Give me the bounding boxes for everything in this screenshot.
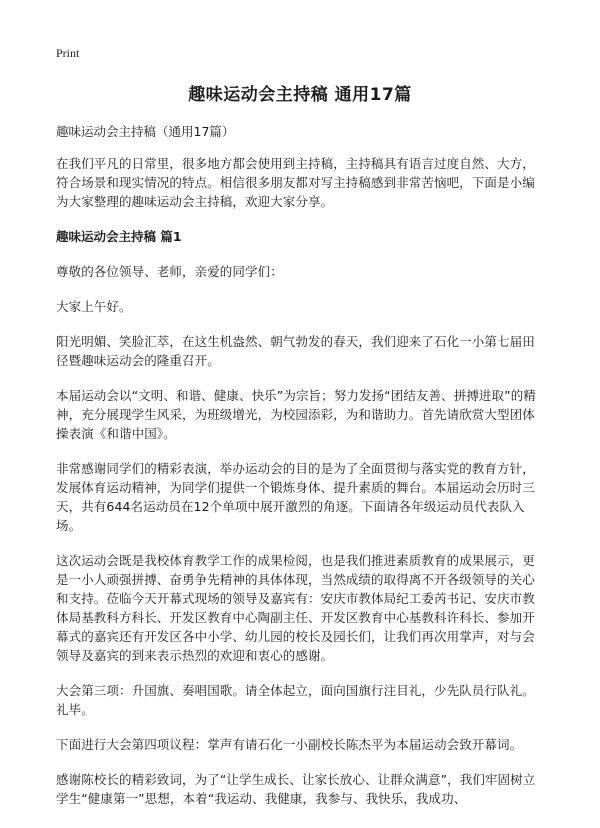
paragraph-greeting: 尊敬的各位领导、老师，亲爱的同学们： xyxy=(56,264,283,279)
paragraph-guests: 这次运动会既是我校体育教学工作的成果检阅，也是我们推进素质教育的成果展示，更是一小人顽强拼搏、奋勇争先精神的具体体现，当然成绩的取得离不开各级领导的关心和支持。莅临今天开幕式现场的领导及嘉宾有：安庆市教体局纪工委芮书记、安庆市教体局基教科方科长、开发区教育中心陶副主任、开发区教育中心基教科许科长、参加开幕式的嘉宾还有开发区各中小学、幼儿园的校长及园长们，让我们再次用掌声，对与会领导及嘉宾的到来表示热烈的欢迎和衷心的感谢。 xyxy=(56,553,535,663)
document-subtitle: 趣味运动会主持稿（通用17篇） xyxy=(56,124,235,139)
paragraph-flag-ceremony: 大会第三项：升国旗、奏唱国歌。请全体起立，面向国旗行注目礼，少先队员行队礼。礼毕。 xyxy=(56,683,535,717)
paragraph-thanks: 感谢陈校长的精彩致词，为了“让学生成长、让家长放心、让群众满意”，我们牢固树立学生“健康第一”思想，本着“我运动、我健康，我参与、我快乐，我成功、 xyxy=(56,772,536,806)
paragraph-opening: 阳光明媚、笑脸汇萃，在这生机盎然、朝气勃发的春天，我们迎来了石化一小第七届田径暨趣味运动会的隆重召开。 xyxy=(56,334,535,368)
paragraph-good-morning: 大家上午好。 xyxy=(56,299,132,314)
intro-paragraph: 在我们平凡的日常里，很多地方都会使用到主持稿，主持稿具有语言过度自然、大方，符合场景和现实情况的特点。相信很多朋友都对写主持稿感到非常苦恼吧，下面是小编为大家整理的趣味运动会主持稿，欢迎大家分享。 xyxy=(56,156,535,209)
section-heading: 趣味运动会主持稿 篇1 xyxy=(56,229,182,244)
page-title: 趣味运动会主持稿 通用17篇 xyxy=(188,85,412,105)
paragraph-purpose: 非常感谢同学们的精彩表演，举办运动会的目的是为了全面贯彻与落实党的教育方针，发展体育运动精神，为同学们提供一个锻炼身体、提升素质的舞台。本届运动会历时三天，共有644名运动员在12个单项中展开激烈的角逐。下面请各年级运动员代表队入场。 xyxy=(56,461,535,533)
paragraph-theme: 本届运动会以“文明、和谐、健康、快乐”为宗旨；努力发扬“团结友善、拼搏进取”的精神，充分展现学生风采，为班级增光，为校园添彩，为和谐助力。首先请欣赏大型团体操表演《和谐中国》。 xyxy=(56,388,536,441)
print-link[interactable]: Print xyxy=(56,46,80,60)
document-body xyxy=(56,122,546,824)
paragraph-opening-speech: 下面进行大会第四项议程：掌声有请石化一小副校长陈杰平为本届运动会致开幕词。 xyxy=(56,737,523,752)
